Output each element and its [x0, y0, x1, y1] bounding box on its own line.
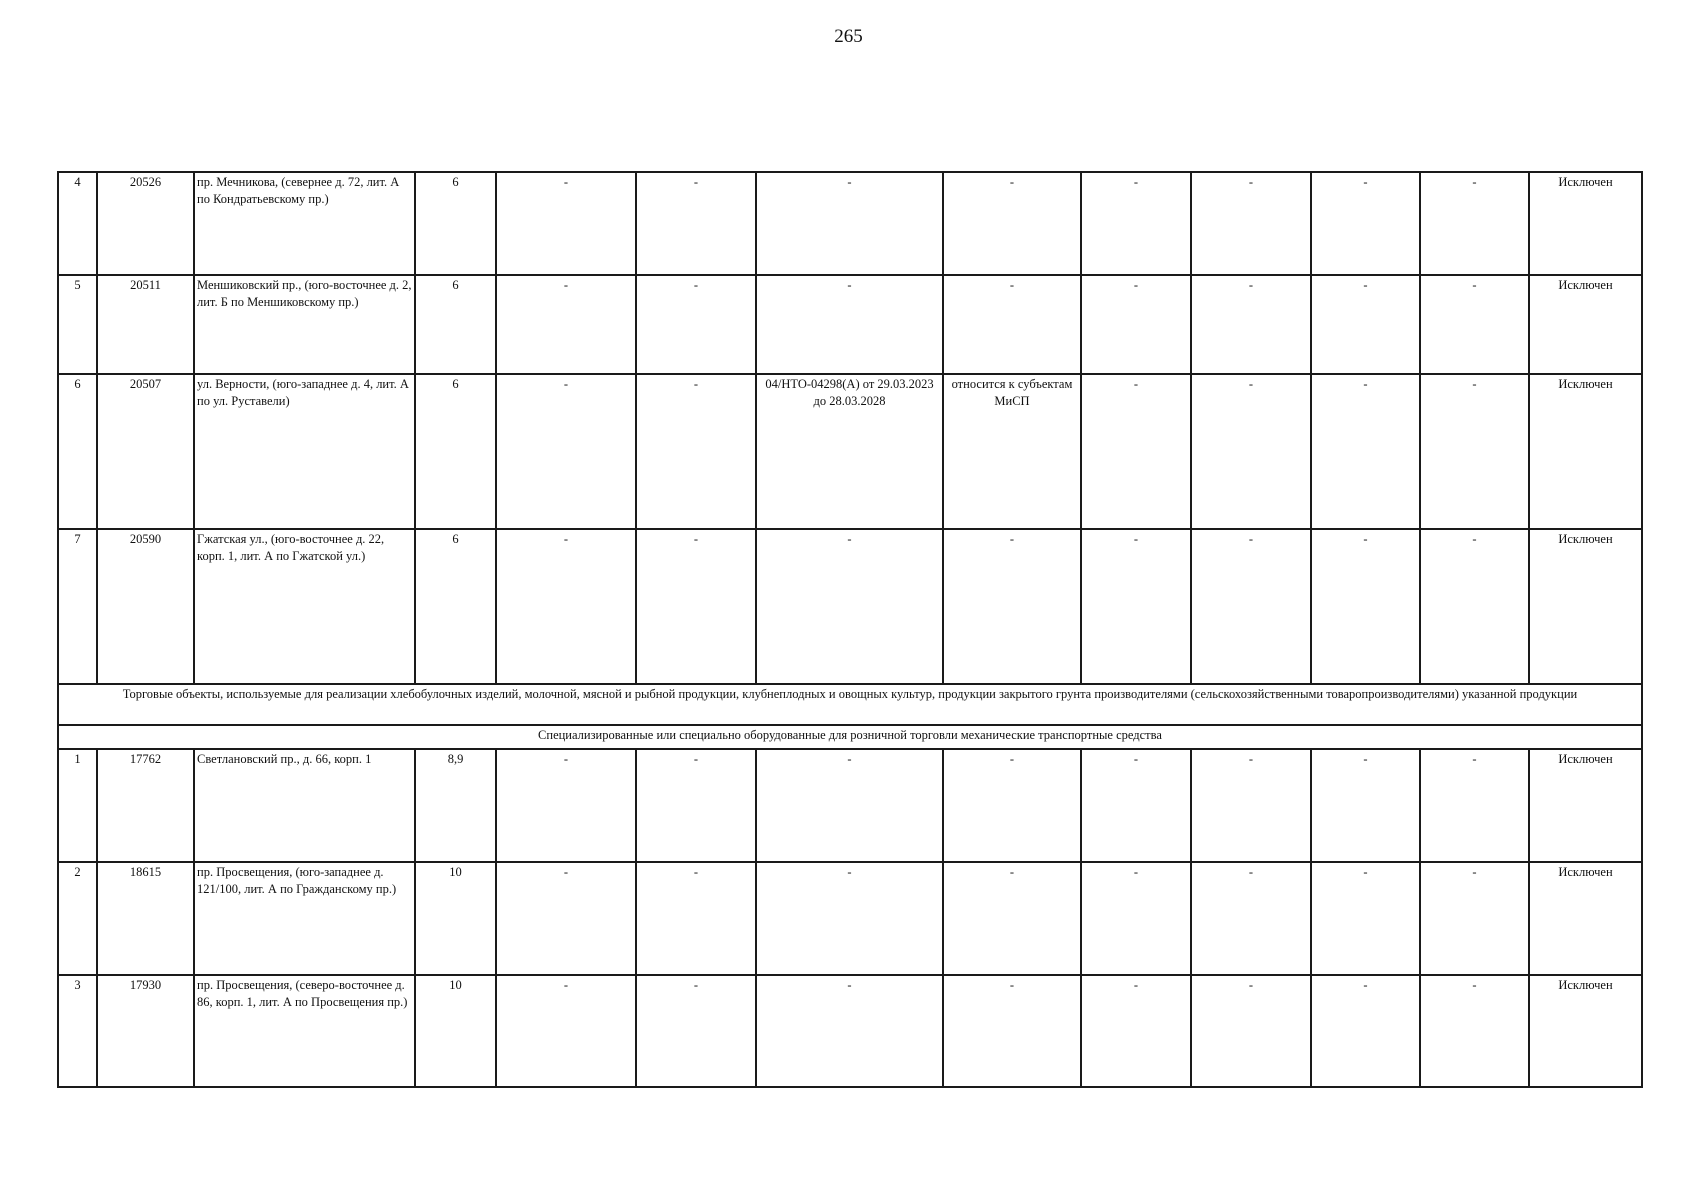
- cell-col11: -: [1311, 862, 1420, 975]
- cell-col5: -: [496, 374, 636, 529]
- object-id: 17930: [97, 975, 194, 1087]
- cell-col10: -: [1191, 749, 1311, 862]
- subsection-row: [58, 725, 1642, 749]
- cell-col9: -: [1081, 529, 1191, 684]
- row-number: 7: [58, 529, 97, 684]
- object-status: Исключен: [1529, 862, 1642, 975]
- cell-col5: -: [496, 749, 636, 862]
- cell-col10: -: [1191, 172, 1311, 275]
- cell-col8: -: [943, 975, 1081, 1087]
- cell-col5: -: [496, 862, 636, 975]
- cell-col7: -: [756, 275, 943, 374]
- object-status: Исключен: [1529, 975, 1642, 1087]
- object-status: Исключен: [1529, 275, 1642, 374]
- cell-col6: -: [636, 749, 756, 862]
- cell-col6: -: [636, 975, 756, 1087]
- cell-col7: -: [756, 862, 943, 975]
- cell-col11: -: [1311, 374, 1420, 529]
- cell-col7: -: [756, 529, 943, 684]
- cell-col7: -: [756, 749, 943, 862]
- cell-col10: -: [1191, 529, 1311, 684]
- objects-table: [57, 171, 1643, 1088]
- row-number: 2: [58, 862, 97, 975]
- cell-col9: -: [1081, 374, 1191, 529]
- cell-col12: -: [1420, 862, 1529, 975]
- row-number: 4: [58, 172, 97, 275]
- table-row: [58, 275, 1642, 374]
- object-id: 17762: [97, 749, 194, 862]
- cell-col12: -: [1420, 529, 1529, 684]
- row-number: 3: [58, 975, 97, 1087]
- cell-col12: -: [1420, 275, 1529, 374]
- cell-col10: -: [1191, 374, 1311, 529]
- cell-col10: -: [1191, 275, 1311, 374]
- cell-col9: -: [1081, 749, 1191, 862]
- object-size: 6: [415, 172, 496, 275]
- object-id: 20507: [97, 374, 194, 529]
- row-number: 5: [58, 275, 97, 374]
- object-address: Гжатская ул., (юго-восточнее д. 22, корп. 1, лит. А по Гжатской ул.): [194, 529, 415, 684]
- object-size: 6: [415, 529, 496, 684]
- object-size: 8,9: [415, 749, 496, 862]
- object-id: 18615: [97, 862, 194, 975]
- cell-col9: -: [1081, 172, 1191, 275]
- object-size: 6: [415, 374, 496, 529]
- cell-col6: -: [636, 862, 756, 975]
- cell-col9: -: [1081, 975, 1191, 1087]
- cell-col10: -: [1191, 975, 1311, 1087]
- cell-col8: -: [943, 172, 1081, 275]
- object-status: Исключен: [1529, 374, 1642, 529]
- object-id: 20526: [97, 172, 194, 275]
- cell-col8: -: [943, 862, 1081, 975]
- object-id: 20590: [97, 529, 194, 684]
- cell-col11: -: [1311, 275, 1420, 374]
- table-row: [58, 749, 1642, 862]
- cell-col12: -: [1420, 172, 1529, 275]
- object-address: Меншиковский пр., (юго-восточнее д. 2, лит. Б по Меншиковскому пр.): [194, 275, 415, 374]
- msp-status: относится к субъектам МиСП: [943, 374, 1081, 529]
- row-number: 6: [58, 374, 97, 529]
- table-row: [58, 975, 1642, 1087]
- cell-col6: -: [636, 529, 756, 684]
- cell-col11: -: [1311, 172, 1420, 275]
- object-status: Исключен: [1529, 749, 1642, 862]
- cell-col7: -: [756, 975, 943, 1087]
- section-title: Торговые объекты, используемые для реализации хлебобулочных изделий, молочной, мясной и рыбной продукции, клубнеплодных и овощных культур, продукции закрытого грунта производителями (сельскохозяйственными товаропроизводителями) указанной продукции: [58, 684, 1642, 725]
- row-number: 1: [58, 749, 97, 862]
- cell-col5: -: [496, 529, 636, 684]
- cell-col5: -: [496, 275, 636, 374]
- cell-col6: -: [636, 374, 756, 529]
- object-status: Исключен: [1529, 529, 1642, 684]
- cell-col10: -: [1191, 862, 1311, 975]
- cell-col8: -: [943, 275, 1081, 374]
- table-row: [58, 172, 1642, 275]
- cell-col12: -: [1420, 749, 1529, 862]
- cell-col11: -: [1311, 749, 1420, 862]
- table-row: [58, 862, 1642, 975]
- cell-col9: -: [1081, 275, 1191, 374]
- cell-col5: -: [496, 172, 636, 275]
- cell-col12: -: [1420, 374, 1529, 529]
- object-address: Светлановский пр., д. 66, корп. 1: [194, 749, 415, 862]
- page-number: 265: [834, 26, 863, 47]
- table-row: [58, 374, 1642, 529]
- object-address: ул. Верности, (юго-западнее д. 4, лит. А по ул. Руставели): [194, 374, 415, 529]
- cell-col8: -: [943, 529, 1081, 684]
- cell-col6: -: [636, 172, 756, 275]
- object-size: 10: [415, 862, 496, 975]
- object-id: 20511: [97, 275, 194, 374]
- cell-col8: -: [943, 749, 1081, 862]
- table-row: [58, 529, 1642, 684]
- cell-col7: -: [756, 172, 943, 275]
- contract-info: 04/НТО-04298(А) от 29.03.2023 до 28.03.2028: [756, 374, 943, 529]
- cell-col5: -: [496, 975, 636, 1087]
- cell-col12: -: [1420, 975, 1529, 1087]
- cell-col11: -: [1311, 975, 1420, 1087]
- cell-col11: -: [1311, 529, 1420, 684]
- object-address: пр. Просвещения, (северо-восточнее д. 86, корп. 1, лит. А по Просвещения пр.): [194, 975, 415, 1087]
- object-address: пр. Просвещения, (юго-западнее д. 121/100, лит. А по Гражданскому пр.): [194, 862, 415, 975]
- object-size: 6: [415, 275, 496, 374]
- object-size: 10: [415, 975, 496, 1087]
- object-status: Исключен: [1529, 172, 1642, 275]
- cell-col6: -: [636, 275, 756, 374]
- section-row: [58, 684, 1642, 725]
- cell-col9: -: [1081, 862, 1191, 975]
- object-address: пр. Мечникова, (севернее д. 72, лит. А по Кондратьевскому пр.): [194, 172, 415, 275]
- subsection-title: Специализированные или специально оборудованные для розничной торговли механические транспортные средства: [58, 725, 1642, 749]
